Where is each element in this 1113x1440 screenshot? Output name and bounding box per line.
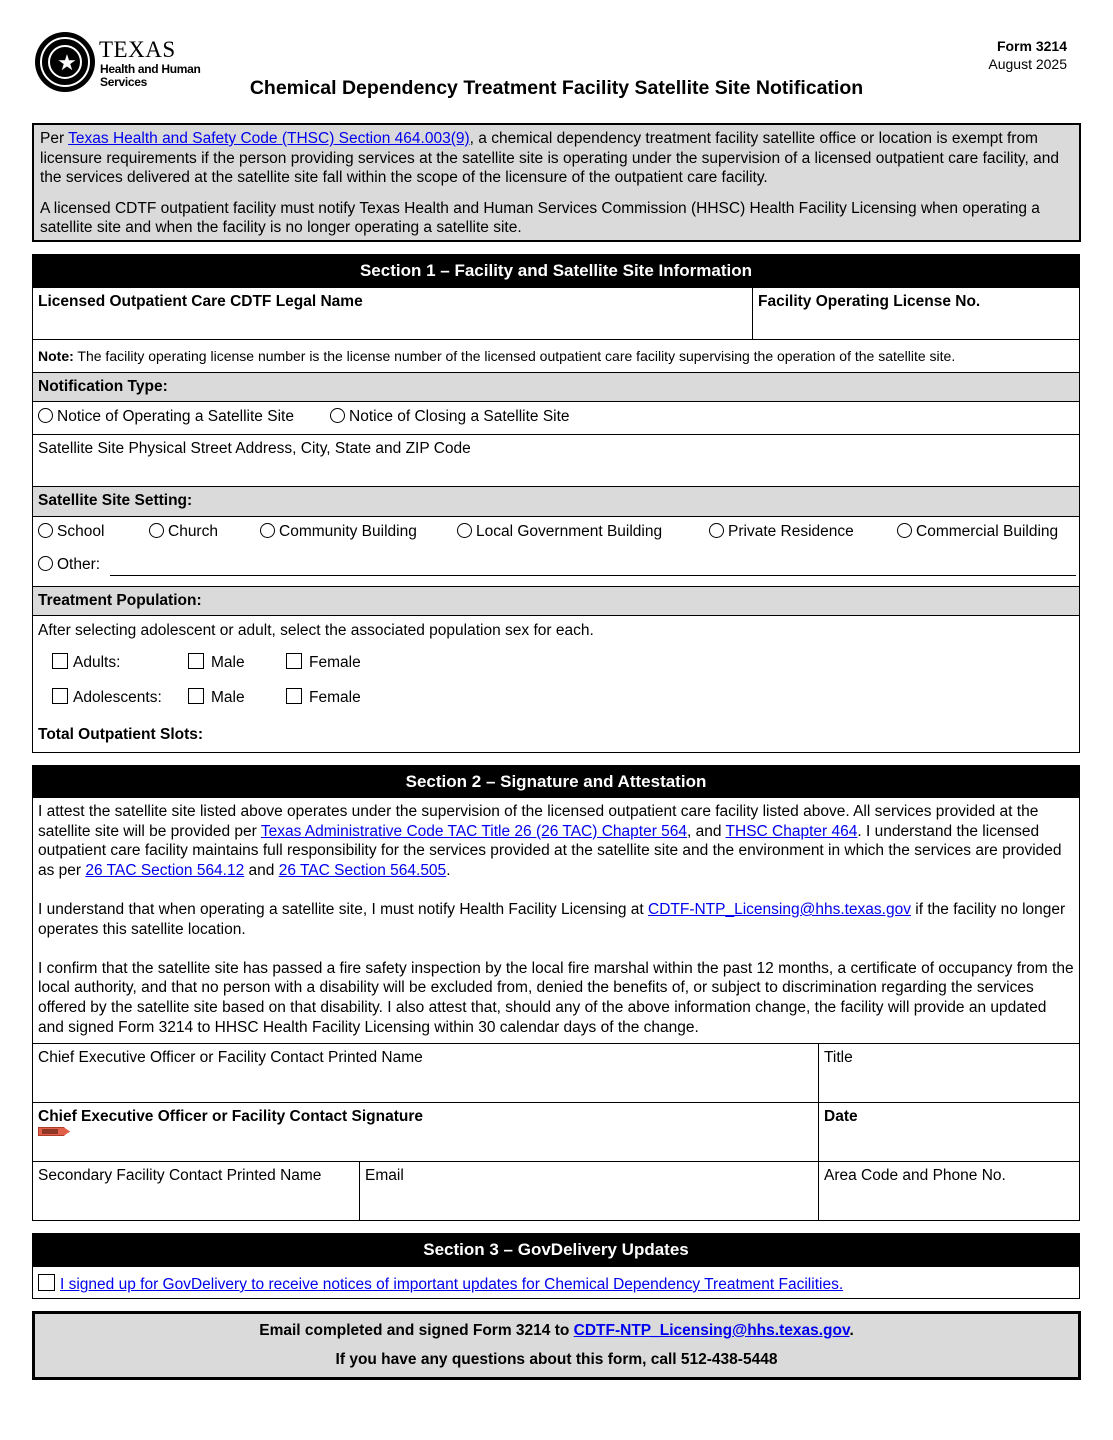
radio-setting-other[interactable]: Other: xyxy=(38,556,100,574)
signature-row xyxy=(33,1102,1079,1161)
license-no-label: Facility Operating License No. xyxy=(758,293,981,310)
logo-hhs-text: Health and Human Services xyxy=(100,62,201,89)
ceo-name-label: Chief Executive Officer or Facility Contact Printed Name xyxy=(38,1049,423,1066)
intro-paragraph-2: A licensed CDTF outpatient facility must notify Texas Health and Human Services Commission (HHSC) Health Facility Licensing when operating a satellite site and when the facility is no longer operating a satellite site. xyxy=(40,199,1040,237)
legal-name-label: Licensed Outpatient Care CDTF Legal Name xyxy=(38,293,363,310)
intro-box xyxy=(32,123,1081,242)
radio-setting-community-building[interactable]: Community Building xyxy=(260,523,417,541)
checkbox-adolescents[interactable]: Adolescents: xyxy=(52,688,162,707)
secondary-contact-row xyxy=(33,1161,1079,1221)
email-label: Email xyxy=(365,1167,404,1184)
radio-button[interactable] xyxy=(149,523,164,538)
population-header: Treatment Population: xyxy=(33,586,1079,615)
radio-button[interactable] xyxy=(330,408,345,423)
section-1 xyxy=(32,254,1080,753)
radio-button[interactable] xyxy=(260,523,275,538)
date-field[interactable] xyxy=(819,1103,1079,1161)
address-label: Satellite Site Physical Street Address, City, State and ZIP Code xyxy=(38,440,471,457)
radio-button[interactable] xyxy=(897,523,912,538)
address-field[interactable] xyxy=(33,459,1079,486)
checkbox[interactable] xyxy=(52,653,68,669)
radio-notice-operating[interactable]: Notice of Operating a Satellite Site xyxy=(38,408,294,426)
section-2 xyxy=(32,765,1080,1221)
radio-button[interactable] xyxy=(38,556,53,571)
secondary-name-field[interactable] xyxy=(33,1162,359,1220)
total-slots-label: Total Outpatient Slots: xyxy=(38,726,204,743)
thsc-chapter-464-link[interactable]: THSC Chapter 464 xyxy=(725,822,858,840)
attestation-text xyxy=(33,798,1079,1043)
texas-star-seal-icon: ★ xyxy=(35,32,95,92)
radio-button[interactable] xyxy=(38,523,53,538)
intro-paragraph-1: Per Texas Health and Safety Code (THSC) Section 464.003(9), a chemical dependency treatment facility satellite office or location is exempt from licensure requirements if the person providing services at the satellite site is operating under the supervision of a licensed outpatient care facility, and the services delivered at the satellite site fall within the scope of the licensure of the outpatient care facility. xyxy=(40,130,1059,187)
signature-field[interactable] xyxy=(33,1137,818,1161)
license-no-field[interactable] xyxy=(753,288,1079,339)
ceo-name-field[interactable] xyxy=(33,1044,818,1102)
tac-564-505-link[interactable]: 26 TAC Section 564.505 xyxy=(278,861,447,879)
section-2-header: Section 2 – Signature and Attestation xyxy=(33,766,1079,798)
footer-instructions: Email completed and signed Form 3214 to CDTF-NTP_Licensing@hhs.texas.gov. If you have any questions about this form, call 512-438-5448 xyxy=(32,1311,1081,1380)
footer-email-link[interactable]: CDTF-NTP_Licensing@hhs.texas.gov xyxy=(573,1322,850,1339)
checkbox[interactable] xyxy=(286,688,302,704)
radio-button[interactable] xyxy=(38,408,53,423)
radio-setting-commercial-building[interactable]: Commercial Building xyxy=(897,523,1058,541)
radio-button[interactable] xyxy=(457,523,472,538)
govdelivery-checkbox[interactable] xyxy=(38,1274,55,1291)
other-setting-input[interactable] xyxy=(110,555,1076,576)
logo-texas-text: TEXAS xyxy=(99,37,176,62)
phone-label: Area Code and Phone No. xyxy=(824,1167,1006,1184)
email-field[interactable] xyxy=(360,1162,818,1220)
checkbox-adolescents-male[interactable]: Male xyxy=(188,688,245,707)
phone-field[interactable] xyxy=(819,1162,1079,1220)
attestation-paragraph-3: I confirm that the satellite site has passed a fire safety inspection by the local fire marshal within the past 12 months, a certificate of occupancy from the local authority, and that no person with a disability will be excluded from, denied the benefits of, or subject to discrimination regarding the services offered by the satellite site based on that disability. I also attest that, should any of the above information change, the facility will provide an updated and signed Form 3214 to HHSC Health Facility Licensing within 30 calendar days of the change. xyxy=(38,959,1074,1036)
note-label: Note: xyxy=(38,348,74,364)
signature-label: Chief Executive Officer or Facility Contact Signature xyxy=(38,1108,424,1125)
secondary-name-label: Secondary Facility Contact Printed Name xyxy=(38,1167,322,1184)
checkbox-adults-female[interactable]: Female xyxy=(286,653,361,672)
thsc-464-link[interactable]: Texas Health and Safety Code (THSC) Section 464.003(9) xyxy=(68,130,470,147)
section-1-header: Section 1 – Facility and Satellite Site Information xyxy=(33,255,1079,287)
section-3 xyxy=(32,1233,1080,1299)
govdelivery-link[interactable]: I signed up for GovDelivery to receive notices of important updates for Chemical Dependency Treatment Facilities. xyxy=(60,1276,844,1293)
tac-chapter-564-link[interactable]: Texas Administrative Code TAC Title 26 (26 TAC) Chapter 564 xyxy=(260,822,688,840)
tac-564-12-link[interactable]: 26 TAC Section 564.12 xyxy=(85,861,245,879)
checkbox[interactable] xyxy=(188,688,204,704)
date-label: Date xyxy=(824,1108,858,1125)
govdelivery-checkbox-row[interactable] xyxy=(38,1274,843,1294)
population-body xyxy=(33,615,1079,752)
total-slots-input[interactable] xyxy=(218,722,518,746)
form-date: August 2025 xyxy=(988,56,1067,72)
radio-setting-local-government-building[interactable]: Local Government Building xyxy=(457,523,662,541)
attestation-paragraph-1: I attest the satellite site listed above operates under the supervision of the licensed outpatient care facility listed above. All services provided at the satellite site will be provided per Texas Administrative Code TAC Title 26 (26 TAC) Chapter 564, and THSC Chapter 464. I understand the licensed outpatient care facility maintains full responsibility for the services provided at the satellite site and the environment in which the services are provided as per 26 TAC Section 564.12 and 26 TAC Section 564.505. xyxy=(38,803,1062,879)
ceo-name-row xyxy=(33,1043,1079,1102)
attestation-paragraph-2: I understand that when operating a satellite site, I must notify Health Facility Licensing at CDTF-NTP_Licensing@hhs.texas.gov if the facility no longer operates this satellite location. xyxy=(38,900,1066,938)
notification-type-header: Notification Type: xyxy=(33,372,1079,401)
cdtf-email-link[interactable]: CDTF-NTP_Licensing@hhs.texas.gov xyxy=(648,900,911,918)
note-text: The facility operating license number is the license number of the licensed outpatient care facility supervising the operation of the satellite site. xyxy=(73,348,956,364)
address-row xyxy=(33,434,1079,486)
radio-setting-private-residence[interactable]: Private Residence xyxy=(709,523,854,541)
checkbox[interactable] xyxy=(188,653,204,669)
legal-name-field[interactable] xyxy=(33,288,752,339)
setting-options xyxy=(33,516,1079,586)
checkbox[interactable] xyxy=(52,688,68,704)
form-number: Form 3214 xyxy=(996,38,1067,54)
radio-setting-school[interactable]: School xyxy=(38,523,104,541)
title-label: Title xyxy=(824,1049,853,1066)
facility-name-row xyxy=(33,287,1079,339)
checkbox-adolescents-female[interactable]: Female xyxy=(286,688,361,707)
title-field[interactable] xyxy=(819,1044,1079,1102)
setting-header: Satellite Site Setting: xyxy=(33,486,1079,516)
section-3-header: Section 3 – GovDelivery Updates xyxy=(33,1234,1079,1266)
notification-type-options xyxy=(33,401,1079,434)
radio-setting-church[interactable]: Church xyxy=(149,523,218,541)
note-row xyxy=(33,339,1079,372)
radio-button[interactable] xyxy=(709,523,724,538)
checkbox-adults[interactable]: Adults: xyxy=(52,653,120,672)
page-title: Chemical Dependency Treatment Facility Satellite Site Notification xyxy=(249,77,864,99)
footer-phone-text: If you have any questions about this form, call 512-438-5448 xyxy=(335,1351,778,1368)
checkbox-adults-male[interactable]: Male xyxy=(188,653,245,672)
checkbox[interactable] xyxy=(286,653,302,669)
radio-notice-closing[interactable]: Notice of Closing a Satellite Site xyxy=(330,408,570,426)
sign-here-tag-icon[interactable] xyxy=(38,1127,70,1136)
population-instruction: After selecting adolescent or adult, select the associated population sex for each. xyxy=(38,622,594,639)
